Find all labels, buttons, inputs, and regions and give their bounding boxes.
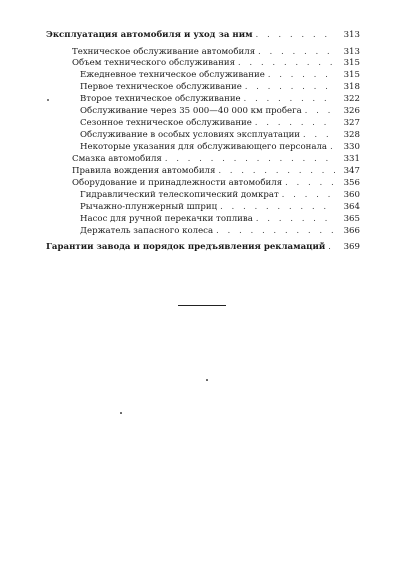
toc-entry (80, 69, 360, 81)
toc-entry-page: 315 (343, 70, 360, 80)
toc-entry (72, 165, 360, 177)
toc-entry-title: Объем технического обслуживания (72, 58, 236, 68)
toc-entry (72, 177, 360, 189)
toc-entry (72, 153, 360, 165)
toc-entry-title: Ежедневное техническое обслуживание (80, 70, 265, 80)
toc-entry-page: 330 (343, 142, 360, 152)
dot-leader (244, 93, 335, 104)
dot-leader (330, 141, 335, 152)
toc-entry-page: 331 (343, 154, 360, 164)
dot-leader (282, 189, 335, 200)
toc-entry (80, 189, 360, 201)
toc-entry (80, 93, 360, 105)
dot-leader (165, 153, 335, 164)
toc-entry-title: Смазка автомобиля (72, 154, 162, 164)
scan-speck (47, 99, 49, 101)
toc-entry-page: 364 (343, 202, 360, 212)
dot-leader (220, 201, 335, 212)
toc-entry-page: 356 (343, 178, 360, 188)
toc-entry-title: Правила вождения автомобиля (72, 166, 216, 176)
toc-entry (80, 129, 360, 141)
toc-entry-title: Гарантии завода и порядок предъявления рекламаций (46, 242, 326, 252)
toc-entry (80, 105, 360, 117)
dot-leader (245, 81, 335, 92)
toc-entry (46, 241, 360, 253)
dot-leader (303, 129, 335, 140)
toc-entry-title: Второе техническое обслуживание (80, 94, 241, 104)
toc-entry-title: Держатель запасного колеса (80, 226, 214, 236)
toc-entry-page: 322 (343, 94, 360, 104)
dot-leader (268, 69, 335, 80)
toc-entry (80, 141, 360, 153)
toc-entry (80, 117, 360, 129)
dot-leader (305, 105, 335, 116)
toc-entry-title: Техническое обслуживание автомобиля (72, 47, 256, 57)
toc-entry-title: Рычажно-плунжерный шприц (80, 202, 218, 212)
dot-leader (285, 177, 335, 188)
toc-entry-title: Оборудование и принадлежности автомобиля (72, 178, 283, 188)
toc-entry-page: 327 (343, 118, 360, 128)
dot-leader (218, 165, 335, 176)
toc-entry (46, 29, 360, 41)
toc-entry (72, 57, 360, 69)
toc-entry-page: 366 (343, 226, 360, 236)
toc-entry-title: Обслуживание через 35 000—40 000 км пробега (80, 106, 302, 116)
dot-leader (238, 57, 335, 68)
section-divider (178, 305, 226, 306)
toc-entry-title: Первое техническое обслуживание (80, 82, 242, 92)
toc-entry-page: 318 (343, 82, 360, 92)
toc-entry-title: Гидравлический телескопический домкрат (80, 190, 279, 200)
dot-leader (328, 241, 335, 252)
dot-leader (216, 225, 335, 236)
toc-entry (80, 225, 360, 237)
toc-entry (80, 213, 360, 225)
toc-entry-page: 328 (343, 130, 360, 140)
toc-entry-title: Сезонное техническое обслуживание (80, 118, 252, 128)
dot-leader (258, 46, 335, 57)
scan-speck (120, 412, 122, 414)
toc-entry-page: 315 (343, 58, 360, 68)
toc-entry-title: Эксплуатация автомобиля и уход за ним (46, 30, 253, 40)
toc-entry-page: 326 (343, 106, 360, 116)
toc-entry-title: Некоторые указания для обслуживающего персонала (80, 142, 328, 152)
scan-speck (206, 379, 208, 381)
toc-entry-page: 313 (343, 30, 360, 40)
toc-entry (80, 81, 360, 93)
toc-entry-title: Обслуживание в особых условиях эксплуатации (80, 130, 301, 140)
dot-leader (256, 213, 335, 224)
toc-entry-page: 347 (343, 166, 360, 176)
toc-entry-page: 369 (343, 242, 360, 252)
toc-entry-page: 313 (343, 47, 360, 57)
toc-entry-page: 360 (343, 190, 360, 200)
toc-entry (80, 201, 360, 213)
dot-leader (256, 29, 335, 40)
toc-entry-page: 365 (343, 214, 360, 224)
dot-leader (255, 117, 335, 128)
toc-entry-title: Насос для ручной перекачки топлива (80, 214, 253, 224)
